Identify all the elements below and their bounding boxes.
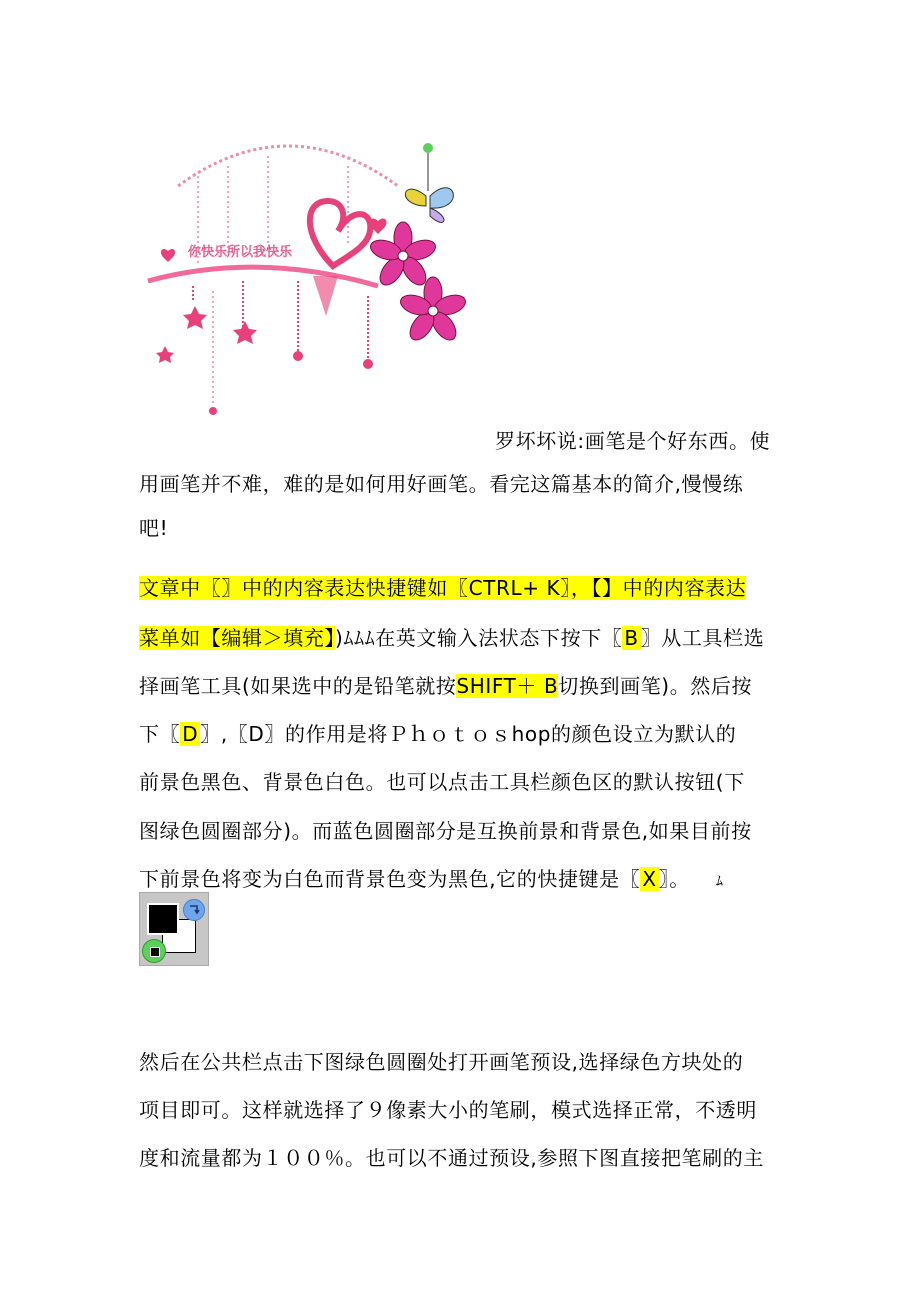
- decorative-clipart: [138, 116, 478, 432]
- key-b: B: [624, 626, 639, 650]
- body-line-7: 下前景色将变为白色而背景色变为黑色,它的快捷键是〖 X 〗。 ﾑ: [139, 867, 724, 891]
- color-swatch-widget: [139, 892, 209, 966]
- swap-colors-icon[interactable]: [183, 899, 205, 921]
- flower-icon: [368, 222, 468, 344]
- body-line-6: 图绿色圆圈部分)。而蓝色圆圈部分是互换前景和背景色,如果目前按: [139, 819, 752, 843]
- body-line-4: 下〖 D 〗,〖D〗的作用是将Ｐｈｏｔｏｓhop的颜色设立为默认的: [139, 722, 737, 746]
- butterfly-icon: [405, 143, 453, 222]
- body-line-2: 菜单如【编辑＞填充】)ﾑﾑﾑ在英文输入法状态下按下〖 B 〗从工具栏选: [139, 626, 765, 650]
- foreground-color-swatch[interactable]: [147, 903, 179, 935]
- key-d: D: [182, 722, 199, 746]
- highlighted-menu-example: 菜单如【编辑＞填充】: [139, 626, 335, 650]
- key-x: X: [642, 867, 657, 891]
- body-line-3: 择画笔工具(如果选中的是铅笔就按SHIFT＋ B切换到画笔)。然后按: [139, 674, 753, 698]
- key-shift-b: SHIFT＋ B: [456, 674, 559, 698]
- para2-line-2: 项目即可。这样就选择了９像素大小的笔刷，模式选择正常，不透明: [139, 1098, 757, 1122]
- intro-line-1: 用画笔并不难，难的是如何用好画笔。看完这篇基本的简介,慢慢练: [139, 472, 744, 496]
- intro-line-2: 吧!: [139, 516, 169, 540]
- heart-shape: [310, 201, 370, 266]
- default-colors-icon[interactable]: [142, 939, 166, 963]
- highlighted-notation-text: 文章中〖〗中的内容表达快捷键如〖CTRL+ K〗，【】中的内容表达: [139, 576, 747, 600]
- highlight-line-1: [139, 572, 746, 601]
- svg-text:你快乐所以我快乐: 你快乐所以我快乐: [188, 245, 293, 260]
- para2-line-1: 然后在公共栏点击下图绿色圆圈处打开画笔预设,选择绿色方块处的: [139, 1050, 744, 1074]
- para2-line-3: 度和流量都为１００％。也可以不通过预设,参照下图直接把笔刷的主: [139, 1146, 764, 1170]
- caption-text: 罗坏坏说:画笔是个好东西。使: [495, 429, 771, 453]
- body-line-5: 前景色黑色、背景色白色。也可以点击工具栏颜色区的默认按钮(下: [139, 770, 745, 794]
